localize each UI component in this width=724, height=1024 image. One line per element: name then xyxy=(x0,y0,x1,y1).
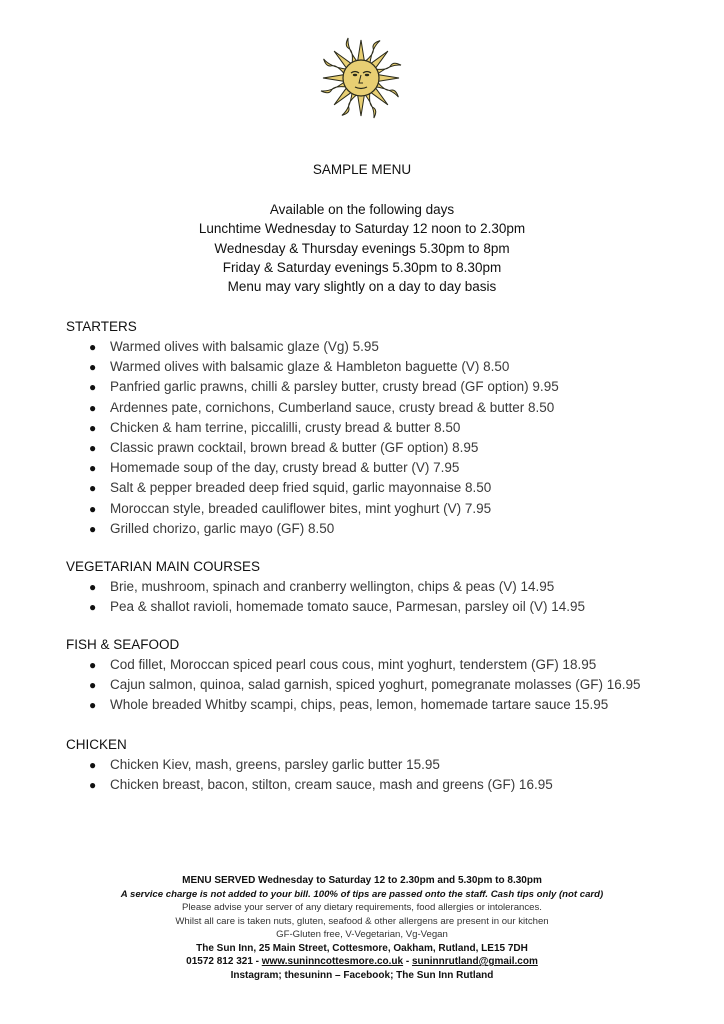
menu-item xyxy=(66,597,706,617)
allergen-note: Whilst all care is taken nuts, gluten, seafood & other allergens are present in our kitchen xyxy=(175,915,549,927)
menu-section xyxy=(66,635,706,716)
menu-item-text: Warmed olives with balsamic glaze (Vg) 5.95 xyxy=(110,339,379,354)
menu-item-text: Chicken & ham terrine, piccalilli, crusty bread & butter 8.50 xyxy=(110,419,461,435)
sun-ray xyxy=(378,75,399,82)
menu-item xyxy=(66,675,706,695)
menu-item xyxy=(66,755,706,775)
section-heading: FISH & SEAFOOD xyxy=(66,637,180,652)
availability-line: Menu may vary slightly on a day to day basis xyxy=(227,279,497,295)
menu-item xyxy=(66,577,706,597)
bullet-icon: ● xyxy=(89,461,97,476)
bullet-icon: ● xyxy=(89,698,97,713)
menu-item xyxy=(66,418,706,438)
footer xyxy=(0,874,724,982)
menu-item-text: Grilled chorizo, garlic mayo (GF) 8.50 xyxy=(110,520,335,536)
bullet-icon: ● xyxy=(89,521,97,536)
menu-item xyxy=(66,499,706,519)
section-heading: VEGETARIAN MAIN COURSES xyxy=(66,559,261,574)
page-title: SAMPLE MENU xyxy=(312,162,412,177)
address: The Sun Inn, 25 Main Street, Cottesmore, Oakham, Rutland, LE15 7DH xyxy=(196,942,528,954)
menu-item-text: Panfried garlic prawns, chilli & parsley butter, crusty bread (GF option) 9.95 xyxy=(110,379,559,395)
phone: 01572 812 321 xyxy=(186,956,253,967)
menu-item-text: Homemade soup of the day, crusty bread & butter (V) 7.95 xyxy=(110,460,460,476)
menu-item-text: Whole breaded Whitby scampi, chips, peas, lemon, homemade tartare sauce 15.95 xyxy=(110,697,609,713)
availability xyxy=(0,200,724,296)
menu-item xyxy=(66,357,706,377)
menu-section xyxy=(66,317,706,539)
availability-line: Available on the following days xyxy=(269,202,455,217)
served-hours: MENU SERVED Wednesday to Saturday 12 to 2.30pm and 5.30pm to 8.30pm xyxy=(182,875,542,886)
menu-item xyxy=(66,775,706,795)
website-link[interactable]: www.suninncottesmore.co.uk xyxy=(261,956,404,967)
sun-ray xyxy=(321,82,347,93)
menu-item xyxy=(66,695,706,715)
bullet-icon: ● xyxy=(89,481,97,496)
bullet-icon: ● xyxy=(89,600,97,615)
section-heading: CHICKEN xyxy=(66,737,127,752)
menu-item-text: Warmed olives with balsamic glaze & Hambleton baguette (V) 8.50 xyxy=(110,359,510,375)
section-heading: STARTERS xyxy=(66,319,137,334)
separator: - xyxy=(252,956,262,967)
email-link[interactable]: suninnrutland@gmail.com xyxy=(411,956,538,967)
menu-item-list xyxy=(66,577,706,617)
menu-item-text: Classic prawn cocktail, brown bread & butter (GF option) 8.95 xyxy=(110,439,479,455)
availability-line: Wednesday & Thursday evenings 5.30pm to 8pm xyxy=(214,240,510,256)
menu-item-text: Brie, mushroom, spinach and cranberry wellington, chips & peas (V) 14.95 xyxy=(110,579,555,594)
bullet-icon: ● xyxy=(89,778,97,793)
sun-logo xyxy=(316,33,406,123)
menu-item xyxy=(66,458,706,478)
sun-ray xyxy=(358,40,365,61)
menu-item xyxy=(66,655,706,675)
menu-item xyxy=(66,478,706,498)
dietary-key: GF-Gluten free, V-Vegetarian, Vg-Vegan xyxy=(276,929,448,940)
sun-ray xyxy=(376,63,402,74)
sun-ray xyxy=(365,93,376,119)
sun-ray xyxy=(358,95,365,116)
dietary-note: Please advise your server of any dietary requirements, food allergies or intolerances. xyxy=(182,902,542,913)
menu-item-text: Pea & shallot ravioli, homemade tomato sauce, Parmesan, parsley oil (V) 14.95 xyxy=(110,599,585,615)
menu-item-text: Chicken breast, bacon, stilton, cream sauce, mash and greens (GF) 16.95 xyxy=(110,777,553,793)
service-charge-note: A service charge is not added to your bill. 100% of tips are passed onto the staff. Cash tips only (not card) xyxy=(120,888,604,900)
menu-item xyxy=(66,377,706,397)
menu-section xyxy=(66,735,706,795)
menu-item xyxy=(66,398,706,418)
bullet-icon: ● xyxy=(89,400,97,415)
sun-ray xyxy=(323,75,344,82)
bullet-icon: ● xyxy=(89,340,97,354)
menu-item xyxy=(66,438,706,458)
sun-face-icon xyxy=(316,33,406,123)
availability-line: Friday & Saturday evenings 5.30pm to 8.30pm xyxy=(222,259,502,275)
bullet-icon: ● xyxy=(89,380,97,395)
social-links: Instagram; thesuninn – Facebook; The Sun Inn Rutland xyxy=(230,969,494,981)
menu-item-text: Cajun salmon, quinoa, salad garnish, spiced yoghurt, pomegranate molasses (GF) 16.95 xyxy=(110,677,641,693)
bullet-icon: ● xyxy=(89,678,97,693)
bullet-icon: ● xyxy=(89,580,97,594)
menu-item-text: Moroccan style, breaded cauliflower bites, mint yoghurt (V) 7.95 xyxy=(110,500,492,516)
bullet-icon: ● xyxy=(89,758,97,772)
bullet-icon: ● xyxy=(89,440,97,455)
menu-item xyxy=(66,519,706,539)
menu-item xyxy=(66,337,706,357)
bullet-icon: ● xyxy=(89,501,97,516)
sun-ray xyxy=(346,38,357,64)
availability-line: Lunchtime Wednesday to Saturday 12 noon to 2.30pm xyxy=(198,221,526,237)
bullet-icon: ● xyxy=(89,360,97,375)
menu-item-list xyxy=(66,655,706,716)
contact-line xyxy=(0,955,724,969)
menu-item-text: Salt & pepper breaded deep fried squid, garlic mayonnaise 8.50 xyxy=(110,480,492,496)
menu-item-list xyxy=(66,337,706,539)
bullet-icon: ● xyxy=(89,658,97,672)
sun-face xyxy=(343,60,379,96)
menu-item-text: Chicken Kiev, mash, greens, parsley garlic butter 15.95 xyxy=(110,757,440,772)
menu-item-text: Cod fillet, Moroccan spiced pearl cous cous, mint yoghurt, tenderstem (GF) 18.95 xyxy=(110,657,597,672)
menu-item-text: Ardennes pate, cornichons, Cumberland sauce, crusty bread & butter 8.50 xyxy=(110,399,555,415)
menu-section xyxy=(66,557,706,617)
bullet-icon: ● xyxy=(89,420,97,435)
separator: - xyxy=(403,956,412,967)
menu-item-list xyxy=(66,755,706,795)
